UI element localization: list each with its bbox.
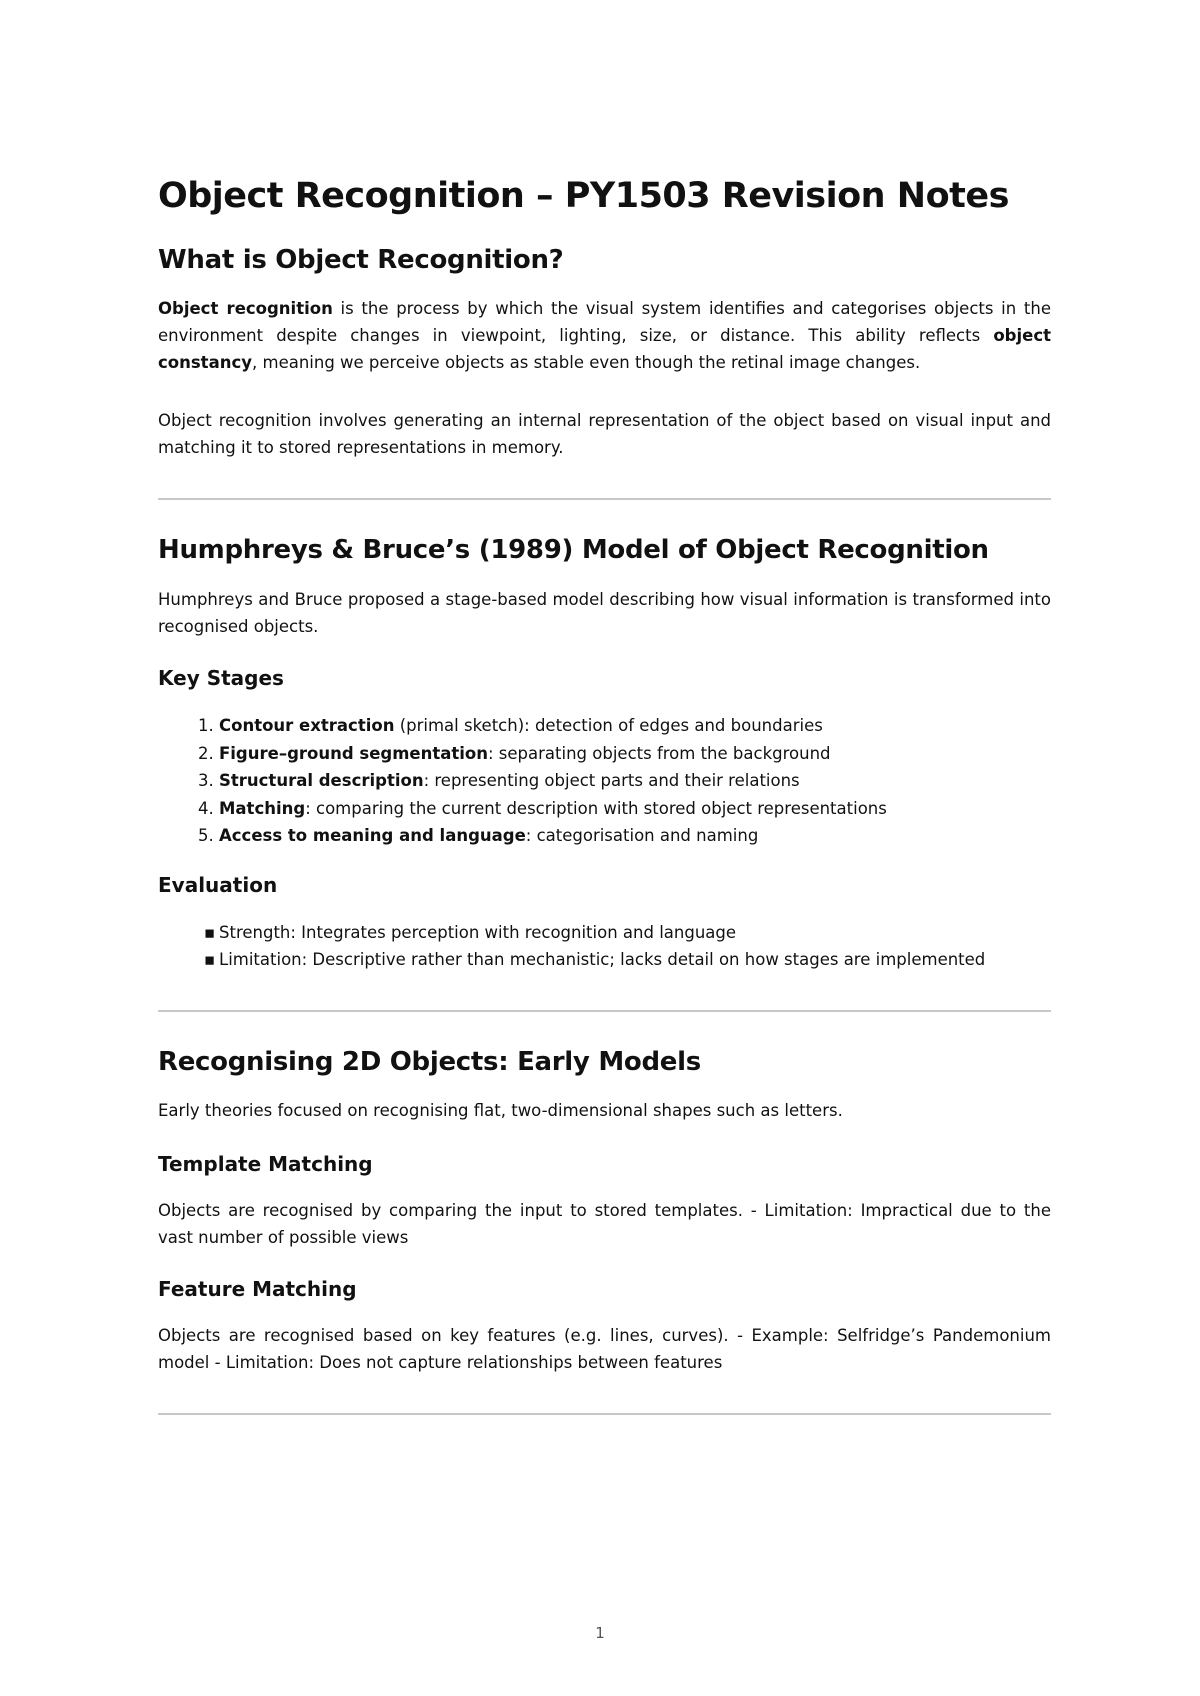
term-object-constancy: object constancy — [158, 326, 1051, 372]
list-item: 3. Structural description: representing object parts and their relations — [198, 771, 800, 790]
subheading-key-stages: Key Stages — [158, 666, 284, 690]
paragraph-feature-matching: Objects are recognised based on key features (e.g. lines, curves). - Example: Selfridge’s Pandemonium model - Limitation: Does not capture relationships between features — [158, 1325, 1051, 1372]
section-divider — [158, 1413, 1051, 1415]
page-number: 1 — [595, 1624, 605, 1642]
section-divider — [158, 1010, 1051, 1012]
section-heading-2d-objects: Recognising 2D Objects: Early Models — [158, 1046, 701, 1077]
bullet-icon: ▪ — [204, 922, 216, 942]
list-item: 2. Figure–ground segmentation: separating objects from the background — [198, 743, 831, 763]
bullet-icon: ▪ — [204, 950, 216, 969]
list-item: ▪ Strength: Integrates perception with recognition and language — [158, 919, 1051, 947]
section-heading-what-is: What is Object Recognition? — [158, 245, 564, 275]
subheading-template-matching: Template Matching — [158, 1151, 373, 1176]
paragraph-model-intro: Humphreys and Bruce proposed a stage-based model describing how visual information is transformed into recognised objects. — [158, 590, 1051, 636]
definition-text-b: , meaning we perceive objects as stable even though the retinal image changes. — [252, 353, 921, 372]
paragraph-representation: Object recognition involves generating an internal representation of the object based on visual input and matching it to stored representations in memory. — [158, 411, 1051, 457]
definition-text-a: is the process by which the visual system identifies and categorises objects in the environment despite changes in viewpoint, lighting, size, or distance. This ability reflects — [158, 299, 1051, 345]
section-heading-humphreys-bruce: Humphreys & Bruce’s (1989) Model of Object Recognition — [158, 535, 989, 565]
list-item: 1. Contour extraction (primal sketch): detection of edges and boundaries — [198, 716, 823, 735]
section-divider — [158, 498, 1051, 500]
paragraph-definition — [158, 295, 1051, 376]
paragraph-template-matching: Objects are recognised by comparing the input to stored templates. - Limitation: Impractical due to the vast number of possible views — [158, 1200, 1051, 1247]
document-body — [158, 170, 1051, 1415]
evaluation-list — [158, 919, 1051, 974]
list-item: 5. Access to meaning and language: categorisation and naming — [198, 826, 759, 845]
term-object-recognition: Object recognition — [158, 299, 333, 318]
paragraph-early-theories: Early theories focused on recognising flat, two-dimensional shapes such as letters. — [158, 1100, 843, 1120]
page-title: Object Recognition – PY1503 Revision Notes — [158, 176, 1009, 216]
key-stages-list — [158, 712, 1051, 850]
list-item: ▪ Limitation: Descriptive rather than mechanistic; lacks detail on how stages are implemented — [158, 946, 1051, 974]
subheading-feature-matching: Feature Matching — [158, 1276, 357, 1301]
subheading-evaluation: Evaluation — [158, 872, 278, 897]
list-item: 4. Matching: comparing the current description with stored object representations — [198, 798, 887, 818]
